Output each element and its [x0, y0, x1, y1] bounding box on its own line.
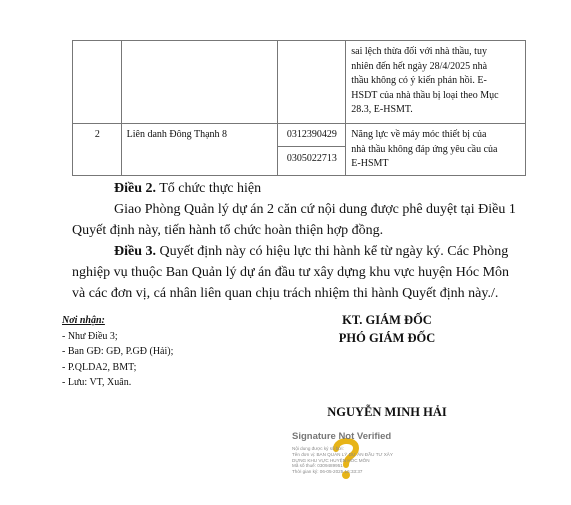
reason-line: 28.3, E-HSMT.	[351, 104, 413, 115]
article-2-body-line: Quyết định này, tiến hành tổ chức hoàn thiện hợp đồng.	[72, 223, 384, 238]
reason-line: nhà thầu không đáp ứng yêu cầu của	[351, 143, 498, 155]
signer-name: NGUYỄN MINH HẢI	[327, 405, 447, 419]
signer-title: KT. GIÁM ĐỐC	[342, 313, 432, 327]
article-3-line: và các đơn vị, cá nhân liên quan chịu trách nhiệm thi hành Quyết định này./.	[72, 286, 499, 301]
reason-line: HSDT của nhà thầu bị loại theo Mục	[351, 89, 499, 101]
signer-position: PHÓ GIÁM ĐỐC	[338, 331, 436, 345]
reason-line: E-HSMT	[351, 158, 389, 169]
table-cell-reason	[346, 41, 526, 124]
recipients-block	[62, 313, 292, 391]
reason-line: Năng lực về máy móc thiết bị của	[351, 129, 487, 140]
table-row	[73, 124, 526, 176]
table-cell-name	[121, 124, 278, 176]
signature-status: Signature Not Verified	[292, 431, 392, 442]
table-row	[73, 41, 526, 124]
article-3-line: Điều 3. Quyết định này có hiệu lực thi hành kể từ ngày ký. Các Phòng	[114, 244, 509, 259]
recipients-title: Nơi nhận:	[62, 315, 105, 326]
reason-text	[346, 41, 525, 121]
article-3-line: nghiệp vụ thuộc Ban Quản lý dự án đầu tư xây dựng khu vực huyện Hóc Môn	[72, 265, 510, 280]
bidder-table	[72, 40, 526, 176]
table-cell-num: 2	[73, 124, 122, 176]
table-cell-num	[73, 41, 122, 124]
recipient-item: - Ban GĐ: GĐ, P.GĐ (Hải);	[62, 346, 174, 357]
bidder-name: Liên danh Đông Thạnh 8	[126, 129, 228, 140]
tax-code: 0312390429	[278, 124, 345, 147]
table-cell-name	[121, 41, 278, 124]
reason-line: nhiên đến hết ngày 28/4/2025 nhà	[351, 60, 488, 72]
recipient-item: - Như Điều 3;	[62, 330, 118, 342]
signature-details: Nội dung được ký số bởi: Tên đơn vị: BAN QUẢN LÝ DỰ ÁN ĐẦU TƯ XÂY DỰNG KHU VỰC HUYỆN HÓC MÔN Mã số thuế: 0309489951 Thời gian ký: 06-05-2025 16:33:37	[292, 446, 393, 475]
table-cell-reason	[346, 124, 526, 176]
recipient-item: - P.QLDA2, BMT;	[62, 361, 137, 373]
article-2-heading: Điều 2. Tổ chức thực hiện	[114, 181, 262, 196]
reason-text	[346, 124, 525, 175]
reason-line: sai lệch thừa đối với nhà thầu, tuy	[351, 46, 487, 57]
recipient-item: - Lưu: VT, Xuân.	[62, 377, 132, 388]
table-cell-code	[278, 41, 346, 124]
tax-code: 0305022713	[286, 153, 337, 164]
reason-line: thầu không có ý kiến phản hồi. E-	[351, 75, 487, 86]
article-2-body-line: Giao Phòng Quản lý dự án 2 căn cứ nội dung được phê duyệt tại Điều 1	[114, 202, 516, 217]
digital-signature-stamp	[292, 431, 432, 487]
table-cell-code	[278, 124, 346, 176]
